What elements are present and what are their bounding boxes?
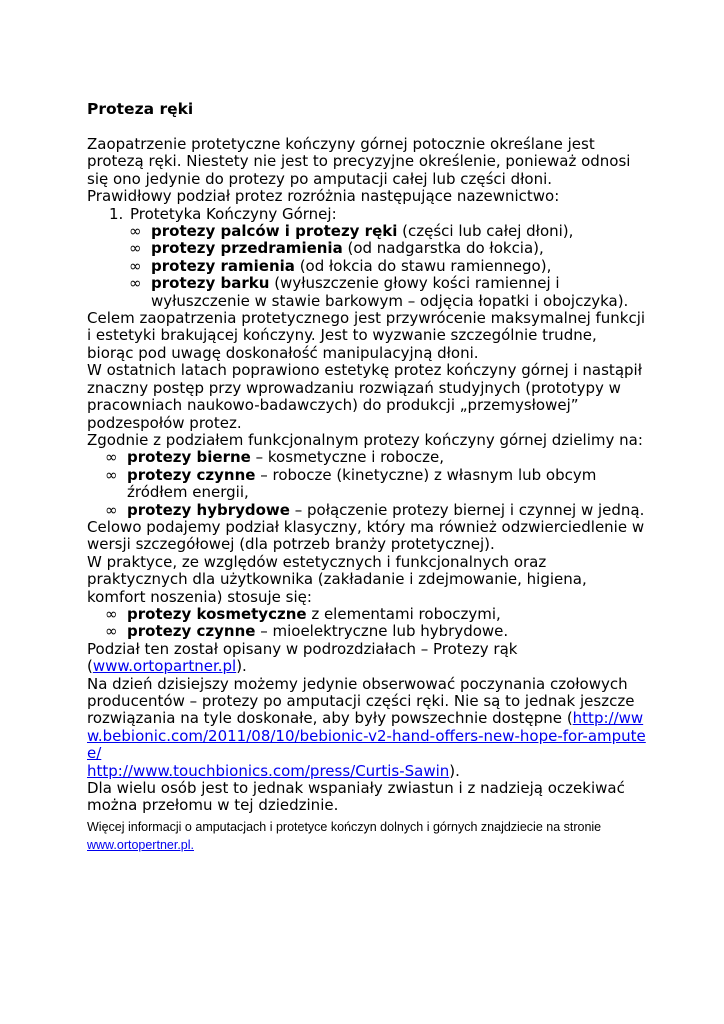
list-item — [105, 467, 647, 502]
list-item — [129, 223, 647, 240]
list-number: 1. — [109, 204, 124, 223]
list-item-text: – kosmetyczne i robocze, — [250, 448, 444, 467]
paren-close: ). — [449, 761, 460, 780]
list-item-text: – mioelektryczne lub hybrydowe. — [255, 622, 509, 641]
list-item-label: Protetyka Kończyny Górnej: — [130, 204, 337, 223]
list-item-text: – robocze (kinetyczne) z własnym lub obcym źródłem energii, — [127, 465, 597, 502]
bullet-list-upper-limb — [129, 223, 647, 310]
list-item — [105, 606, 647, 623]
bullet-infinity-icon: ∞ — [105, 465, 118, 484]
paragraph-producers — [87, 676, 647, 780]
list-item — [129, 275, 647, 310]
list-item-text: – połączenie protezy biernej i czynnej w jedną. — [289, 500, 645, 519]
footer-note — [87, 818, 647, 854]
bullet-list-functional — [105, 449, 647, 519]
list-item-bold: protezy hybrydowe — [127, 500, 290, 519]
paragraph-subsections — [87, 641, 647, 676]
paren-open: ( — [566, 709, 573, 728]
bullet-infinity-icon: ∞ — [105, 622, 118, 641]
paragraph-goal: Celem zaopatrzenia protetycznego jest przywrócenie maksymalnej funkcji i estetyki brakującej kończyny. Jest to wyzwanie szczególnie trudne, biorąc pod uwagę doskonałość manipulacyjną dłoni. — [87, 309, 646, 362]
document-body — [87, 136, 647, 815]
bullet-infinity-icon: ∞ — [105, 448, 118, 467]
touchbionics-link[interactable]: http://www.touchbionics.com/press/Curtis-Sawin — [87, 761, 450, 780]
list-item-bold: protezy kosmetyczne — [127, 604, 307, 623]
paragraph-progress: W ostatnich latach poprawiono estetykę protez kończyny górnej i nastąpił znaczny postęp przy wprowadzaniu rozwiązań studyjnych (prototypy w pracowniach naukowo-badawczych) do produkcji „przemysłowej” podzespołów protez. — [87, 361, 642, 432]
list-item-bold: protezy ramienia — [151, 256, 295, 275]
list-item-text: z elementami roboczymi, — [306, 604, 501, 623]
ortopartner-link[interactable]: www.ortopartner.pl — [92, 657, 237, 676]
list-item — [129, 240, 647, 257]
paragraph-division: Prawidłowy podział protez rozróżnia następujące nazewnictwo: — [87, 187, 560, 206]
footer-link[interactable]: www.ortopertner.pl. — [87, 838, 194, 852]
bebionic-link[interactable]: http://www.bebionic.com/2011/08/10/bebionic-v2-hand-offers-new-hope-for-amputee/ — [87, 709, 646, 763]
bullet-infinity-icon: ∞ — [129, 256, 142, 275]
list-item — [105, 449, 647, 466]
numbered-list-item — [109, 206, 647, 223]
paragraph-practice: W praktyce, ze względów estetycznych i funkcjonalnych oraz praktycznych dla użytkownika (zakładanie i zdejmowanie, higiena, komfort noszenia) stosuje się: — [87, 552, 587, 606]
bullet-list-practice — [105, 606, 647, 641]
list-item — [105, 502, 647, 519]
list-item-bold: protezy bierne — [127, 448, 251, 467]
list-item-bold: protezy czynne — [127, 465, 256, 484]
paragraph-classic-division: Celowo podajemy podział klasyczny, który ma również odzwierciedlenie w wersji szczegółowej (dla potrzeb branży protetycznej). — [87, 517, 645, 554]
document-title: Proteza ręki — [87, 100, 194, 118]
paragraph-text: Podział ten został opisany w podrozdziałach – Protezy rąk — [87, 639, 518, 658]
bullet-infinity-icon: ∞ — [129, 274, 142, 293]
list-item-text: (od łokcia do stawu ramiennego), — [294, 256, 552, 275]
list-item-text: (części lub całej dłoni), — [397, 222, 574, 241]
list-item-bold: protezy barku — [151, 274, 270, 293]
list-item-bold: protezy czynne — [127, 622, 256, 641]
list-item-bold: protezy palców i protezy ręki — [151, 222, 398, 241]
bullet-infinity-icon: ∞ — [129, 239, 142, 258]
paren-close: ). — [236, 657, 247, 676]
list-item-bold: protezy przedramienia — [151, 239, 343, 258]
bullet-infinity-icon: ∞ — [105, 500, 118, 519]
bullet-infinity-icon: ∞ — [105, 604, 118, 623]
paragraph-text: Na dzień dzisiejszy możemy jedynie obserwować poczynania czołowych producentów – protezy po amputacji części ręki. Nie są to jednak jeszcze rozwiązania na tyle doskonałe, aby były powszechnie dostępne — [87, 674, 635, 728]
paragraph-closing: Dla wielu osób jest to jednak wspaniały zwiastun i z nadzieją oczekiwać można przełomu w tej dziedzinie. — [87, 779, 625, 815]
list-item — [129, 258, 647, 275]
paragraph-functional-division: Zgodnie z podziałem funkcjonalnym protezy kończyny górnej dzielimy na: — [87, 430, 643, 449]
paragraph-intro: Zaopatrzenie protetyczne kończyny górnej potocznie określane jest protezą ręki. Niestety nie jest to precyzyjne określenie, ponieważ odnosi się ono jedynie do protezy po amputacji całej lub części dłoni. — [87, 135, 631, 188]
bullet-infinity-icon: ∞ — [129, 222, 142, 241]
list-item — [105, 623, 647, 640]
list-item-text: (wyłuszczenie głowy kości ramiennej i wyłuszczenie w stawie barkowym – odjęcia łopatki i obojczyka). — [151, 274, 629, 310]
footer-text: Więcej informacji o amputacjach i protetyce kończyn dolnych i górnych znajdziecie na stronie — [87, 820, 602, 834]
list-item-text: (od nadgarstka do łokcia), — [342, 239, 544, 258]
paren-open: ( — [87, 657, 93, 676]
